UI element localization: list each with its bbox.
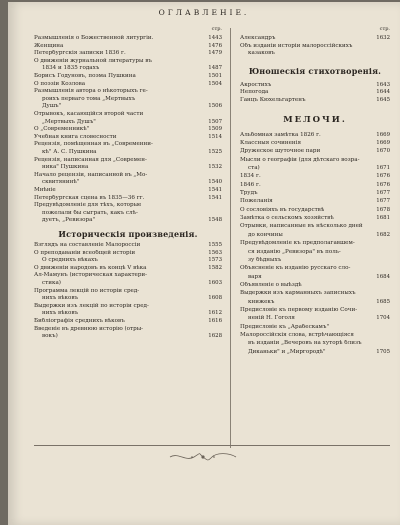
- toc-entry-title: Александръ: [240, 35, 276, 41]
- toc-entry: [34, 157, 222, 164]
- toc-entry: [240, 290, 390, 297]
- toc-entry-title: Альбомная замѣтка 1826 г.: [240, 131, 321, 138]
- toc-entry-title: Предувѣдомленіе для тѣхъ, которые: [34, 202, 142, 209]
- toc-entry-title: Душъ": [42, 103, 62, 110]
- toc-entry-page: 1563: [208, 249, 222, 256]
- toc-entry-title: Программа лекцій по исторіи сред-: [34, 287, 140, 294]
- toc-entry-page: 1541: [208, 187, 222, 193]
- toc-entry: [34, 187, 222, 194]
- toc-entry-title: Предувѣдомленіе къ предполагавшем-: [240, 240, 355, 247]
- toc-entry-page: 1603: [208, 280, 222, 286]
- toc-entry-page: 1525: [208, 149, 222, 155]
- toc-entry-page: 1671: [376, 165, 390, 171]
- toc-entry: [34, 333, 222, 340]
- toc-entry-title: „Мертвыхъ Душъ": [42, 118, 96, 125]
- toc-entry-page: 1628: [208, 333, 222, 340]
- toc-entry-page: 1582: [208, 264, 222, 271]
- toc-entry-page: 1705: [376, 348, 390, 355]
- toc-entry-page: 1644: [376, 89, 390, 96]
- toc-entry-page: 1676: [376, 181, 390, 188]
- toc-entry-title: О сословіяхъ въ государствѣ: [240, 206, 325, 213]
- toc-entry: [240, 240, 390, 247]
- toc-entry: [34, 134, 222, 141]
- page-column-label: [34, 26, 222, 33]
- toc-entry: [34, 126, 222, 133]
- toc-entry: [34, 58, 222, 65]
- toc-entry: [240, 332, 390, 339]
- toc-entry: [240, 249, 390, 256]
- toc-entry: [34, 195, 222, 202]
- toc-entry-title: Трудъ: [240, 190, 258, 197]
- toc-entry: [34, 149, 222, 156]
- toc-entry-page: 1616: [208, 318, 222, 324]
- toc-entry-title: Размышленія автора о нѣкоторыхъ ге-: [34, 88, 148, 95]
- toc-entry-title: О преподаваніи всеобщей исторіи: [34, 249, 136, 256]
- toc-entry-title: Объясненіе къ изданію русскаго сло-: [240, 265, 351, 272]
- toc-entry-page: 1677: [376, 190, 390, 197]
- toc-entry-title: книжекъ: [248, 298, 275, 305]
- toc-entry-title: О „Современникѣ": [34, 126, 90, 133]
- toc-entry-page: 1669: [376, 131, 390, 138]
- toc-entry-page: 1501: [208, 73, 222, 79]
- toc-entry-title: Мнѣніе: [34, 187, 56, 193]
- toc-entry-title: Выдержки изъ лекцій по исторіи сред-: [34, 302, 149, 309]
- toc-entry: [240, 82, 390, 89]
- toc-entry-title: роихъ перваго тома „Мертвыхъ: [42, 95, 136, 102]
- toc-entry-title: 1834 г.: [240, 173, 261, 180]
- toc-entry-title: дуетъ, „Ревизора": [42, 217, 96, 224]
- toc-entry: [34, 73, 222, 80]
- toc-entry-title: сквитянинѣ": [42, 179, 80, 186]
- toc-entry: [240, 299, 390, 306]
- toc-entry-title: зу бѣдныхъ: [248, 256, 282, 263]
- toc-entry-title: Пожеланія: [240, 198, 273, 205]
- column-divider: [230, 28, 231, 448]
- toc-entry-title: Женщина: [34, 42, 64, 49]
- page-header: ОГЛАВЛЕНІЕ.: [158, 8, 250, 17]
- toc-entry-page: 1608: [208, 295, 222, 302]
- toc-entry: [240, 257, 390, 264]
- toc-entry: [240, 215, 390, 222]
- toc-entry: [34, 257, 222, 264]
- toc-entry: [240, 349, 390, 356]
- section-heading: Юношескія стихотворенія.: [248, 65, 382, 76]
- section-heading: Историческія произведенія.: [58, 229, 198, 239]
- toc-entry-title: Непогода: [240, 89, 269, 96]
- toc-entry: [240, 274, 390, 281]
- toc-entry-title: стика): [42, 280, 61, 286]
- toc-entry-title: Предисловіе къ первому изданію Сочи-: [240, 306, 358, 313]
- toc-entry: [34, 119, 222, 126]
- toc-entry-title: Взглядъ на составленіе Малороссіи: [34, 242, 141, 248]
- toc-entry: [240, 282, 390, 289]
- toc-entry: [34, 35, 222, 42]
- toc-entry: [240, 198, 390, 205]
- toc-entry: [240, 340, 390, 347]
- toc-entry: [240, 190, 390, 197]
- toc-entry-title: Борисъ Годуновъ, поэма Пушкина: [34, 73, 136, 79]
- toc-entry: [34, 295, 222, 302]
- toc-entry-page: 1548: [208, 217, 222, 224]
- toc-entry-page: 1506: [208, 103, 222, 110]
- toc-entry: [240, 324, 390, 331]
- toc-entry: [240, 50, 390, 57]
- toc-entry-title: О среднихъ вѣкахъ: [42, 257, 98, 264]
- toc-entry-title: О движеніи журнальной литературы въ: [34, 57, 152, 64]
- toc-entry: [34, 43, 222, 50]
- toc-entry: [34, 141, 222, 148]
- toc-entry-page: 1677: [376, 198, 390, 205]
- toc-entry-title: Рецензія, написанная для „Современ-: [34, 156, 147, 163]
- toc-entry-title: казаковъ: [248, 50, 275, 57]
- toc-entry-page: 1670: [376, 148, 390, 155]
- toc-entry-page: 1684: [376, 273, 390, 280]
- toc-entry: [34, 103, 222, 110]
- toc-entry: [34, 50, 222, 57]
- toc-entry: [240, 307, 390, 314]
- toc-entry-title: ся изданію „Ревизора" въ поль-: [248, 248, 341, 255]
- toc-entry: [240, 165, 390, 172]
- toc-entry-page: 1479: [208, 50, 222, 57]
- toc-entry: [34, 96, 222, 103]
- toc-entry-title: Предисловіе къ „Арабескамъ": [240, 323, 330, 330]
- toc-entry-title: Диканьки" и „Миргородѣ": [248, 348, 326, 355]
- ornament-icon: [168, 451, 238, 463]
- toc-entry-page: 1540: [208, 179, 222, 186]
- toc-entry-title: Выдержки изъ карманныхъ записныхъ: [240, 290, 356, 297]
- toc-entry-title: Ал-Мамунъ (историческая характери-: [34, 272, 148, 279]
- toc-entry-title: ника" Пушкина: [42, 164, 89, 171]
- toc-entry: [34, 265, 222, 272]
- toc-entry-title: Учебная книга словесности: [34, 133, 117, 140]
- toc-entry-title: Отрывки, написанные въ нѣсколько дней: [240, 223, 363, 230]
- toc-entry-page: 1507: [208, 118, 222, 125]
- toc-entry-title: Ганцъ Кюхельгартенъ: [240, 97, 306, 103]
- toc-entry: [34, 326, 222, 333]
- toc-entry-page: 1487: [208, 65, 222, 72]
- toc-entry: [34, 81, 222, 88]
- toc-entry-page: 1685: [376, 298, 390, 305]
- toc-entry: [34, 111, 222, 118]
- toc-entry: [34, 65, 222, 72]
- toc-entry: [34, 179, 222, 186]
- toc-entry: [240, 265, 390, 272]
- toc-entry-page: 1504: [208, 80, 222, 87]
- toc-entry: [34, 272, 222, 279]
- toc-entry: [34, 217, 222, 224]
- toc-entry: [34, 318, 222, 325]
- toc-entry: [240, 43, 390, 50]
- toc-entry-title: въ изданіи „Вечеровъ на хуторѣ близъ: [248, 340, 362, 347]
- toc-entry-page: 1632: [376, 35, 390, 41]
- toc-entry: [34, 202, 222, 209]
- toc-entry-title: вокъ): [42, 333, 58, 340]
- toc-entry-title: 1846 г.: [240, 181, 261, 188]
- toc-entry-page: 1532: [208, 164, 222, 171]
- toc-entry: [240, 148, 390, 155]
- toc-entry-title: Дружеское шуточное пари: [240, 148, 321, 155]
- toc-entry-page: 1678: [376, 206, 390, 213]
- toc-entry-title: Петербургскія записки 1836 г.: [34, 50, 126, 57]
- toc-entry: [240, 223, 390, 230]
- toc-entry: [240, 232, 390, 239]
- toc-entry-page: 1682: [376, 231, 390, 238]
- toc-entry-title: Акростихъ: [240, 81, 272, 88]
- toc-entry-page: 1612: [208, 310, 222, 317]
- toc-entry-page: 1676: [376, 173, 390, 180]
- toc-entry-title: неній Н. Гоголя: [248, 315, 295, 322]
- toc-entry-title: Рецензія, помѣщенная въ „Современни-: [34, 141, 153, 148]
- toc-entry-title: Размышленія о Божественной литургіи.: [34, 35, 154, 41]
- toc-entry: [34, 210, 222, 217]
- toc-entry-page: 1681: [376, 215, 390, 222]
- toc-entry: [240, 132, 390, 139]
- toc-entry: [34, 164, 222, 171]
- toc-entry-page: 1443: [208, 35, 222, 41]
- toc-entry-page: 1514: [208, 133, 222, 140]
- toc-entry-title: Отрывокъ, касающійся второй части: [34, 111, 144, 117]
- toc-entry: [240, 35, 390, 42]
- toc-entry: [240, 157, 390, 164]
- toc-entry-title: варя: [248, 273, 262, 280]
- toc-entry: [34, 288, 222, 295]
- toc-entry: [240, 173, 390, 180]
- toc-entry-page: 1476: [208, 42, 222, 49]
- toc-entry-title: 1834 и 1835 годахъ: [42, 65, 100, 72]
- toc-entry: [240, 182, 390, 189]
- toc-entry-title: Объявленіе о выѣздѣ: [240, 281, 302, 288]
- toc-entry: [34, 172, 222, 179]
- toc-entry: [34, 88, 222, 95]
- toc-entry-page: 1555: [208, 242, 222, 248]
- toc-entry: [240, 89, 390, 96]
- toc-entry-page: 1643: [376, 81, 390, 88]
- toc-entry-title: нихъ вѣковъ: [42, 310, 79, 317]
- toc-entry-title: Объ изданіи исторіи малороссійскихъ: [240, 42, 353, 49]
- toc-entry: [34, 250, 222, 257]
- toc-entry-page: 1704: [376, 315, 390, 322]
- toc-entry: [240, 140, 390, 147]
- bottom-rule: [34, 445, 390, 446]
- toc-entry-title: О поэзіи Козлова: [34, 80, 86, 87]
- toc-entry-page: стр.: [211, 26, 222, 32]
- toc-entry: [240, 97, 390, 104]
- toc-entry-title: Малороссійскія слова, встрѣчающіяся: [240, 332, 354, 338]
- toc-entry-page: 1509: [208, 126, 222, 133]
- toc-entry-title: Мысли о географіи (для дѣтскаго возра-: [240, 156, 360, 163]
- toc-entry-title: Библіографія среднихъ вѣковъ: [34, 318, 125, 324]
- toc-entry-page: 1541: [208, 194, 222, 201]
- toc-entry: [240, 315, 390, 322]
- toc-entry: [240, 207, 390, 214]
- toc-entry-title: кѣ" А. С. Пушкина: [42, 149, 97, 155]
- toc-entry-page: стр.: [379, 26, 390, 32]
- toc-entry-title: до кончины: [248, 231, 283, 238]
- toc-entry-title: Начало рецензіи, написанной въ „Мо-: [34, 171, 148, 178]
- toc-entry-title: О движеніи народовъ въ концѣ V вѣка: [34, 264, 147, 271]
- toc-entry: [34, 242, 222, 249]
- toc-entry: [34, 303, 222, 310]
- toc-entry: [34, 310, 222, 317]
- toc-entry-title: Замѣтка о сельскомъ хозяйствѣ: [240, 215, 334, 222]
- book-page: [8, 2, 400, 525]
- toc-entry-page: 1645: [376, 97, 390, 103]
- toc-entry-title: Петербургская сцена въ 1835—36 гг.: [34, 194, 145, 201]
- toc-entry-page: 1669: [376, 139, 390, 146]
- toc-entry-title: нихъ вѣковъ: [42, 295, 79, 302]
- toc-entry-title: Классныя сочиненія: [240, 139, 301, 146]
- page-column-label: [240, 26, 390, 33]
- toc-entry-page: 1573: [208, 257, 222, 264]
- toc-entry-title: ста): [248, 165, 260, 171]
- toc-entry-title: пожелали бы сыграть, какъ слѣ-: [42, 209, 138, 216]
- toc-entry-title: Введеніе въ древнюю исторію (отры-: [34, 325, 144, 332]
- section-heading: МЕЛОЧИ.: [283, 114, 347, 125]
- toc-entry: [34, 280, 222, 287]
